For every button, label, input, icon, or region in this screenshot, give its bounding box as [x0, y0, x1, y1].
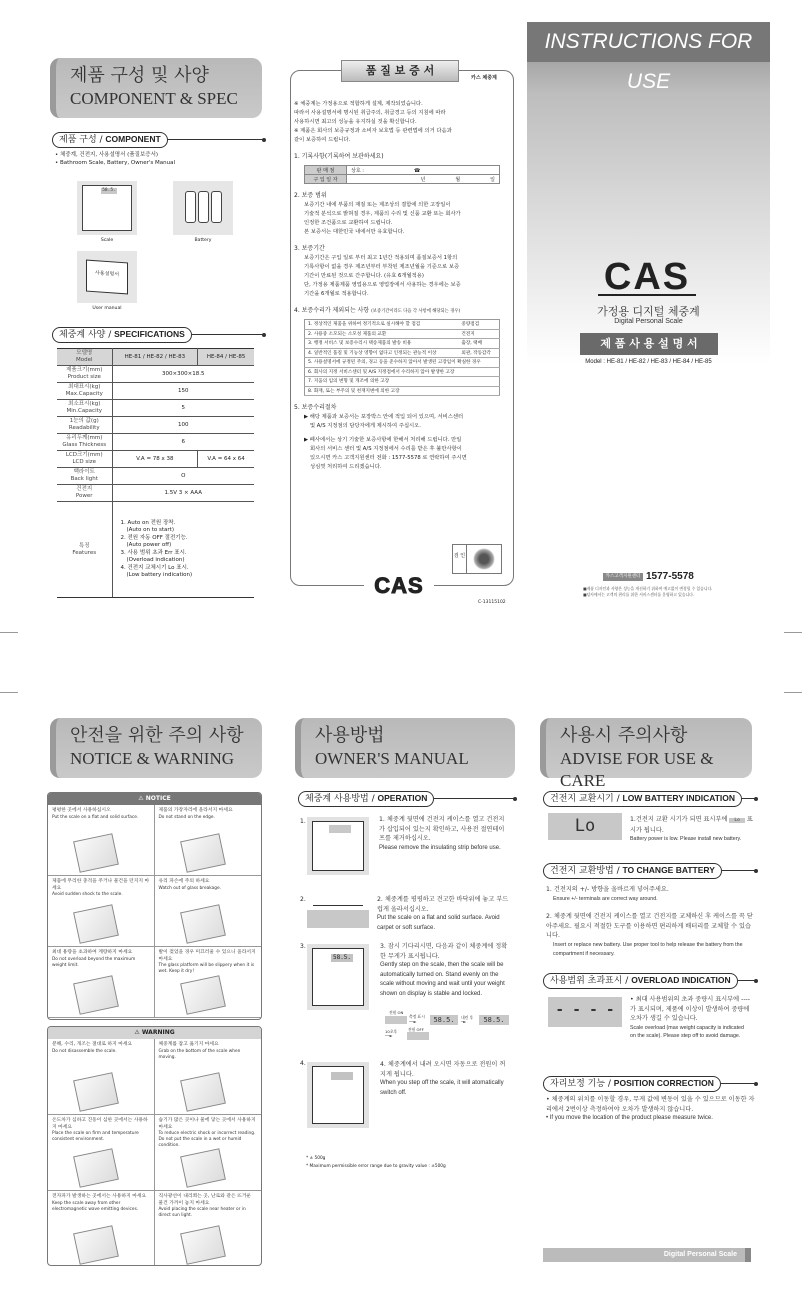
- warranty-body: ※ 체중계는 가정용으로 적합하게 설계, 제작되었습니다. 따라서 사용설명서에 명시된 취급주의, 취급경고 등의 지침에 따라 사용하시면 최고의 성능을 유지하실 것을 확신합니다. ※ 제품은 회사의 보증규정과 소비자 보호법 등 관련법에 의거 다음과 같이 보증하여 드립니다. 1. 기록사항(기록하여 보관하세요) 판 매 점 상호 : ☎ 구 입 일 자 년 월 일 2. 보증 범위 보증기간 내에 부품의 재질 또는 제조상의 결함에 의한 고장일이 기술적 분석으로 밝혀질 경우, 제품의 수리 및 신품 교환 또는 회사가 인정한 조건품으로 교환하여 드립니다. 본 보증서는 대한민국 내에서만 유효합니다. 3. 보증기간 보증기간은 구입 일로 부터 최고 1년간 적용되며 품질보증서 1항의 기록사항이 없을 경우 제조년부터 부착된 제조년월을 기준으로 보증 기간이 만료된 것으로 간주합니다. (유효 6개월적용) 단, 가정용 제품제품 영업용으로 영업장에서 사용하는 경우에는 보증 기간을 6개월로 적용합니다. 4. 보증수리가 제외되는 사항 (보증기간이라도 다음 각 사항에 해당되는 경우) 1. 정상적인 제품을 위하여 정기적으로 실시해야 할 점검 중량점검 2. 사용중 소모되는 소모성 제품의 교환 건전지 3. 행정 서비스 및 보증수리시 택송제품의 발송 비용 출장, 택배 4. 일반적인 품질 및 기능상 영향이 없다고 인정되는 관능적 이상 외관, 작동감각 5. 사용설명서에 규정된 주의, 경고 등을 준수하지 않아서 발생된 고장임이 확실한 경우 6. 회사의 지정 서비스센터 및 A/S 지정점에서 수리하지 않아 발생한 고장 7. 지움의 임의 변형 및 개조에 의한 고장 8. 화재, 또는 부주의 및 천재지변에 의한 고장 5. 보증수리절차 ▶ 해당 제품과 보증서는 포장박스 안에 적입 되어 있으며, 서비스센터 및 A/S 지정점의 담당자에게 제시하여 주십시오. ▶ 폐사에서는 상기 기술한 보증사항에 한해서 처리해 드립니다. 만일 회사의 서비스 센터 및 A/S 지정점에서 수리를 받은 후 불만사항이 있으시면 카스 고객지원센터 전화 : 1577-5578 로 연락하여 주시면 성심껏 처리하여 드리겠습니다.: [294, 100, 510, 472]
- component-bullets: [55, 151, 175, 167]
- notice-item: 제품의 가장자리에 올라서지 마세요 Do not stand on the edge.: [155, 805, 262, 876]
- cas-logo: CAS: [598, 258, 696, 296]
- scale-illustration-icon: [73, 1148, 119, 1188]
- brand-tag: 카스 체중계: [471, 75, 497, 81]
- step-text: 4. 체중계에서 내려 오시면 자동으로 전원이 꺼지게 됩니다. When you step off the scale, it will atomatically switch off.: [380, 1061, 506, 1096]
- position-heading: [543, 1076, 756, 1091]
- step-number: 2.: [300, 896, 306, 903]
- scale-illustration-icon: [180, 833, 226, 873]
- position-text: • 체중계의 위치를 이동할 경우, 무게 값에 변동이 있을 수 있으므로 이동한 자리에서 2번이상 측정하여야 오차가 발생하지 않습니다. • If you move the location of the product please measure twice.: [546, 1096, 755, 1121]
- battery-image: [173, 181, 233, 235]
- hotline-label: 카스고객지원센터: [603, 573, 643, 581]
- step-text: 2. 체중계를 평평하고 견고한 바닥위에 놓고 부드럽게 올라서십시오. Put the scale on a flat and solid surface. Avoid carpet or soft surface.: [377, 896, 509, 931]
- page-title-ko: 사용방법: [315, 725, 385, 746]
- heading-en: TO CHANGE BATTERY: [622, 864, 715, 875]
- scale-illustration-icon: [73, 833, 119, 873]
- scale-illustration-icon: [73, 1225, 119, 1265]
- scale-illustration-icon: [180, 1225, 226, 1265]
- scale-label: Scale: [100, 238, 114, 243]
- heading-ko: 체중계 사양 /: [59, 329, 112, 340]
- heading-ko: 제품 구성 /: [59, 134, 103, 145]
- display-flow: 전원 ON 측정 표시 ──► 58.5. 내린 후 ─► 58.5. 10초후 ──► 전원 OFF: [385, 1010, 515, 1040]
- overload-heading: [543, 973, 756, 988]
- notice-header: ⚠ NOTICE: [48, 793, 261, 805]
- bullet: • 체중계, 건전지, 사용설명서 (품질보증서): [55, 152, 159, 158]
- scale-image: [77, 181, 137, 235]
- scale-side-image: [307, 900, 369, 928]
- cover-header: INSTRUCTIONS FOR USE: [527, 22, 770, 62]
- change-battery-text: 1. 건전지의 +/- 방향을 올바르게 넣어주세요. Ensure +/- terminals are correct way around. 2. 체중계 뒷면에 건전지 케이스를 열고 건전지를 교체하신 후 케이스를 꼭 닫아주세요. 필요시 적절한 도구를 이용하면 편리하게 배터리를 교체할 수 있습니다. Insert or replace new battery. Use proper tool to help release the battery from the compartment if necessary.: [546, 886, 753, 957]
- heading-en: POSITION CORRECTION: [613, 1077, 714, 1088]
- product-name-en: Digital Personal Scale: [614, 318, 683, 325]
- warning-header: ⚠ WARNING: [48, 1027, 261, 1039]
- step-number: 4.: [300, 1060, 306, 1067]
- scale-illustration-icon: [73, 1072, 119, 1112]
- page-title-ko: 안전을 위한 주의 사항: [70, 725, 244, 746]
- operation-heading: [298, 791, 515, 806]
- scale-illustration-icon: [180, 1072, 226, 1112]
- component-heading: [52, 132, 264, 147]
- notice-item: 제품에 무리한 충격을 주거나 물건을 던지지 마세요 Avoid sudden shock to the scale.: [48, 876, 155, 947]
- record-table: 판 매 점 상호 : ☎ 구 입 일 자 년 월 일: [304, 165, 500, 184]
- step-number: 3.: [300, 943, 306, 950]
- footnotes: * ± 500g * Maximum permissible error range due to gravity value : ±500g: [306, 1156, 446, 1169]
- warning-item: 분해, 수리, 개조는 절대로 하지 마세요 Do not disassemble the scale.: [48, 1039, 155, 1115]
- low-battery-text: 1.건전지 교환 시기가 되면 표시부에 Lo 표시가 됩니다. Battery power is low. Please install new battery.: [630, 816, 753, 842]
- scale-back-image: [307, 817, 369, 875]
- page-title-en: NOTICE & WARNING: [70, 749, 235, 768]
- heading-ko: 자리보정 기능 /: [550, 1078, 611, 1089]
- page-title-ko: 제품 구성 및 사양: [70, 65, 209, 86]
- warning-item: 체중계를 잡고 옮기지 마세요 Grab on the bottom of the scale when moving.: [155, 1039, 262, 1115]
- heading-en: OVERLOAD INDICATION: [631, 974, 731, 985]
- manual-label-band: 제 품 사 용 설 명 서: [580, 333, 718, 355]
- notice-title-panel: [50, 718, 262, 778]
- step-text: 1. 체중계 뒷면에 건전지 케이스를 열고 건전지가 삽입되어 있는지 확인하고, 사용전 절연테이프를 제거하십시오. Please remove the insulating strip before use.: [379, 816, 505, 851]
- warning-item: 전자파가 발생하는 곳에서는 사용하지 마세요 Keep the scale away from other electromagnetic wave emitting devices.: [48, 1191, 155, 1266]
- heading-ko: 건전지 교환방법 /: [550, 865, 620, 876]
- scale-top-image: [307, 944, 369, 1010]
- care-title-panel: [540, 718, 752, 790]
- document-code: C-13115102: [478, 600, 506, 605]
- step-text: 3. 잠시 기다리시면, 다음과 같이 체중계에 정확한 무게가 표시됩니다. Gently step on the scale, then the scale will be automatically turned on. Stand evenly on the scale without moving and wait until your weight shown on display is stable and locked.: [380, 943, 508, 997]
- warning-item: 습기가 많은 곳이나 물에 닿는 곳에서 사용하지 마세요 To reduce electric shock or incorrect reading. Do not put the scale in a wet or humid condition.: [155, 1115, 262, 1191]
- page-title-en: ADVISE FOR USE & CARE: [560, 749, 714, 790]
- notice-item: 최대 용량을 초과하여 계량하지 마세요 Do not overload beyond the maximum weight limit.: [48, 947, 155, 1018]
- spec-table: 모델명 Model HE-81 / HE-82 / HE-83 HE-84 / HE-85 제품크기(mm) Product size 300×300×18.5 최대표시(kg) Max.Capacity 150 최소표시(kg) Min.Capacity 5 1눈의 값(g) Readability 100 유리두께(mm) Glass Thickness 6 LCD크기(mm) LCD size V.A = 78 x 38 V.A = 64 x 64 백라이트 Back light O 건전지 Power 1.5V 3 × AAA 특징 Features 1. Auto on 전원 장착. (Auto on to start) 2. 전원 자동 OFF 절전기능. (Auto power off) 3. 사용 범위 초과 Err 표시. (Overload indication) 4. 건전지 교체시기 Lo 표시. (Low battery indication): [57, 348, 254, 598]
- heading-ko: 건전지 교환시기 /: [550, 793, 620, 804]
- cas-logo: CAS: [364, 575, 434, 597]
- page-title-en: OWNER'S MANUAL: [315, 749, 469, 768]
- footer-band: Digital Personal Scale: [543, 1248, 751, 1262]
- scale-lcd: 58.5.: [102, 188, 116, 193]
- overload-text: • 최대 사용범위의 초과 중량시 표시부에 ---- 가 표시되며, 제품에 이상이 발생하여 중량에 오차가 생길 수 있습니다. Scale overload (max weight capacity is indicated on the scale). Please step off to avoid damage.: [630, 996, 751, 1039]
- warning-item: 온도차가 심하고 진동이 심한 곳에서는 사용하지 마세요 Place the scale on firm and temperature consistent environment.: [48, 1115, 155, 1191]
- heading-en: SPECIFICATIONS: [114, 328, 185, 339]
- scale-top-image: [307, 1062, 369, 1128]
- manual-title-panel: [295, 718, 515, 778]
- scale-lcd: 58.5.: [332, 954, 352, 961]
- scale-illustration-icon: [73, 975, 119, 1015]
- component-spec-title-panel: [50, 58, 262, 118]
- heading-en: OPERATION: [377, 792, 428, 803]
- heading-en: COMPONENT: [105, 133, 161, 144]
- cover-notes: ■제품 디자인과 사양은 성능을 개선하기 위하여 예고없이 변경될 수 있습니다. ■당사에서는 고객의 편리를 위한 서비스센터를 운영하고 있습니다.: [583, 586, 713, 597]
- user-manual-image: [77, 251, 137, 303]
- stamp-label: 검 인: [453, 545, 467, 573]
- features-list: 1. Auto on 전원 장착. (Auto on to start) 2. 전원 자동 OFF 절전기능. (Auto power off) 3. 사용 범위 초과 Err 표시. (Overload indication) 4. 건전지 교체시기 Lo 표시. (Low battery indication): [112, 502, 254, 598]
- spec-heading: [52, 327, 264, 342]
- scale-illustration-icon: [180, 975, 226, 1015]
- manual-label: User manual: [92, 306, 122, 311]
- inspection-seal-icon: [473, 548, 495, 570]
- exclusions-table: 1. 정상적인 제품을 위하여 정기적으로 실시해야 할 점검 중량점검 2. 사용중 소모되는 소모성 제품의 교환 건전지 3. 행정 서비스 및 보증수리시 택송제품의 발송 비용 출장, 택배 4. 일반적인 품질 및 기능상 영향이 없다고 인정되는 관능적 이상 외관, 작동감각 5. 사용설명서에 규정된 주의, 경고 등을 준수하지 않아서 발생된 고장임이 확실한 경우 6. 회사의 지정 서비스센터 및 A/S 지정점에서 수리하지 않아 발생한 고장 7. 지움의 임의 변형 및 개조에 의한 고장 8. 화재, 또는 부주의 및 천재지변에 의한 고장: [304, 319, 500, 396]
- overload-display: - - - -: [548, 997, 622, 1027]
- notice-item: 유리 파손에 주의 하세요 Watch out of glass breakage.: [155, 876, 262, 947]
- notice-item: 발이 젖었을 경우 미끄러울 수 있으니 올라서지 마세요 The glass platform will be slippery when it is wet. Keep it dry!: [155, 947, 262, 1018]
- manual-cover-text: 사용설명서: [86, 260, 128, 295]
- heading-ko: 체중계 사용방법 /: [305, 793, 375, 804]
- inspection-stamp-box: [452, 544, 502, 574]
- warning-item: 직사광선이 내리쬐는 곳, 난로와 같은 뜨거운 물건 가까이 놓지 마세요 Avoid placing the scale near heater or in direct sun light.: [155, 1191, 262, 1266]
- warranty-title: 품 질 보 증 서: [341, 60, 459, 82]
- model-list: Model : HE-81 / HE-82 / HE-83 / HE-84 / HE-85: [585, 359, 712, 365]
- scale-illustration-icon: [73, 904, 119, 944]
- page-title-ko: 사용시 주의사항: [560, 725, 688, 746]
- notice-item: 평평한 곳에서 사용하십시오 Put the scale on a flat and solid surface.: [48, 805, 155, 876]
- page-title-en: COMPONENT & SPEC: [70, 89, 238, 108]
- heading-en: LOW BATTERY INDICATION: [622, 792, 736, 803]
- scale-illustration-icon: [180, 904, 226, 944]
- hotline-number: 1577-5578: [646, 571, 694, 582]
- scale-illustration-icon: [180, 1148, 226, 1188]
- notice-box: [47, 792, 262, 1020]
- low-battery-heading: [543, 791, 756, 806]
- heading-ko: 사용범위 초과표시 /: [550, 975, 629, 986]
- warning-box: [47, 1026, 262, 1266]
- change-battery-heading: [543, 863, 756, 878]
- product-name-ko: 가정용 디지털 체중계: [597, 305, 700, 318]
- lo-display: Lo: [548, 813, 622, 840]
- battery-label: Battery: [194, 238, 212, 243]
- step-number: 1.: [300, 818, 306, 825]
- bullet: • Bathroom Scale, Battery, Owner's Manual: [55, 160, 175, 166]
